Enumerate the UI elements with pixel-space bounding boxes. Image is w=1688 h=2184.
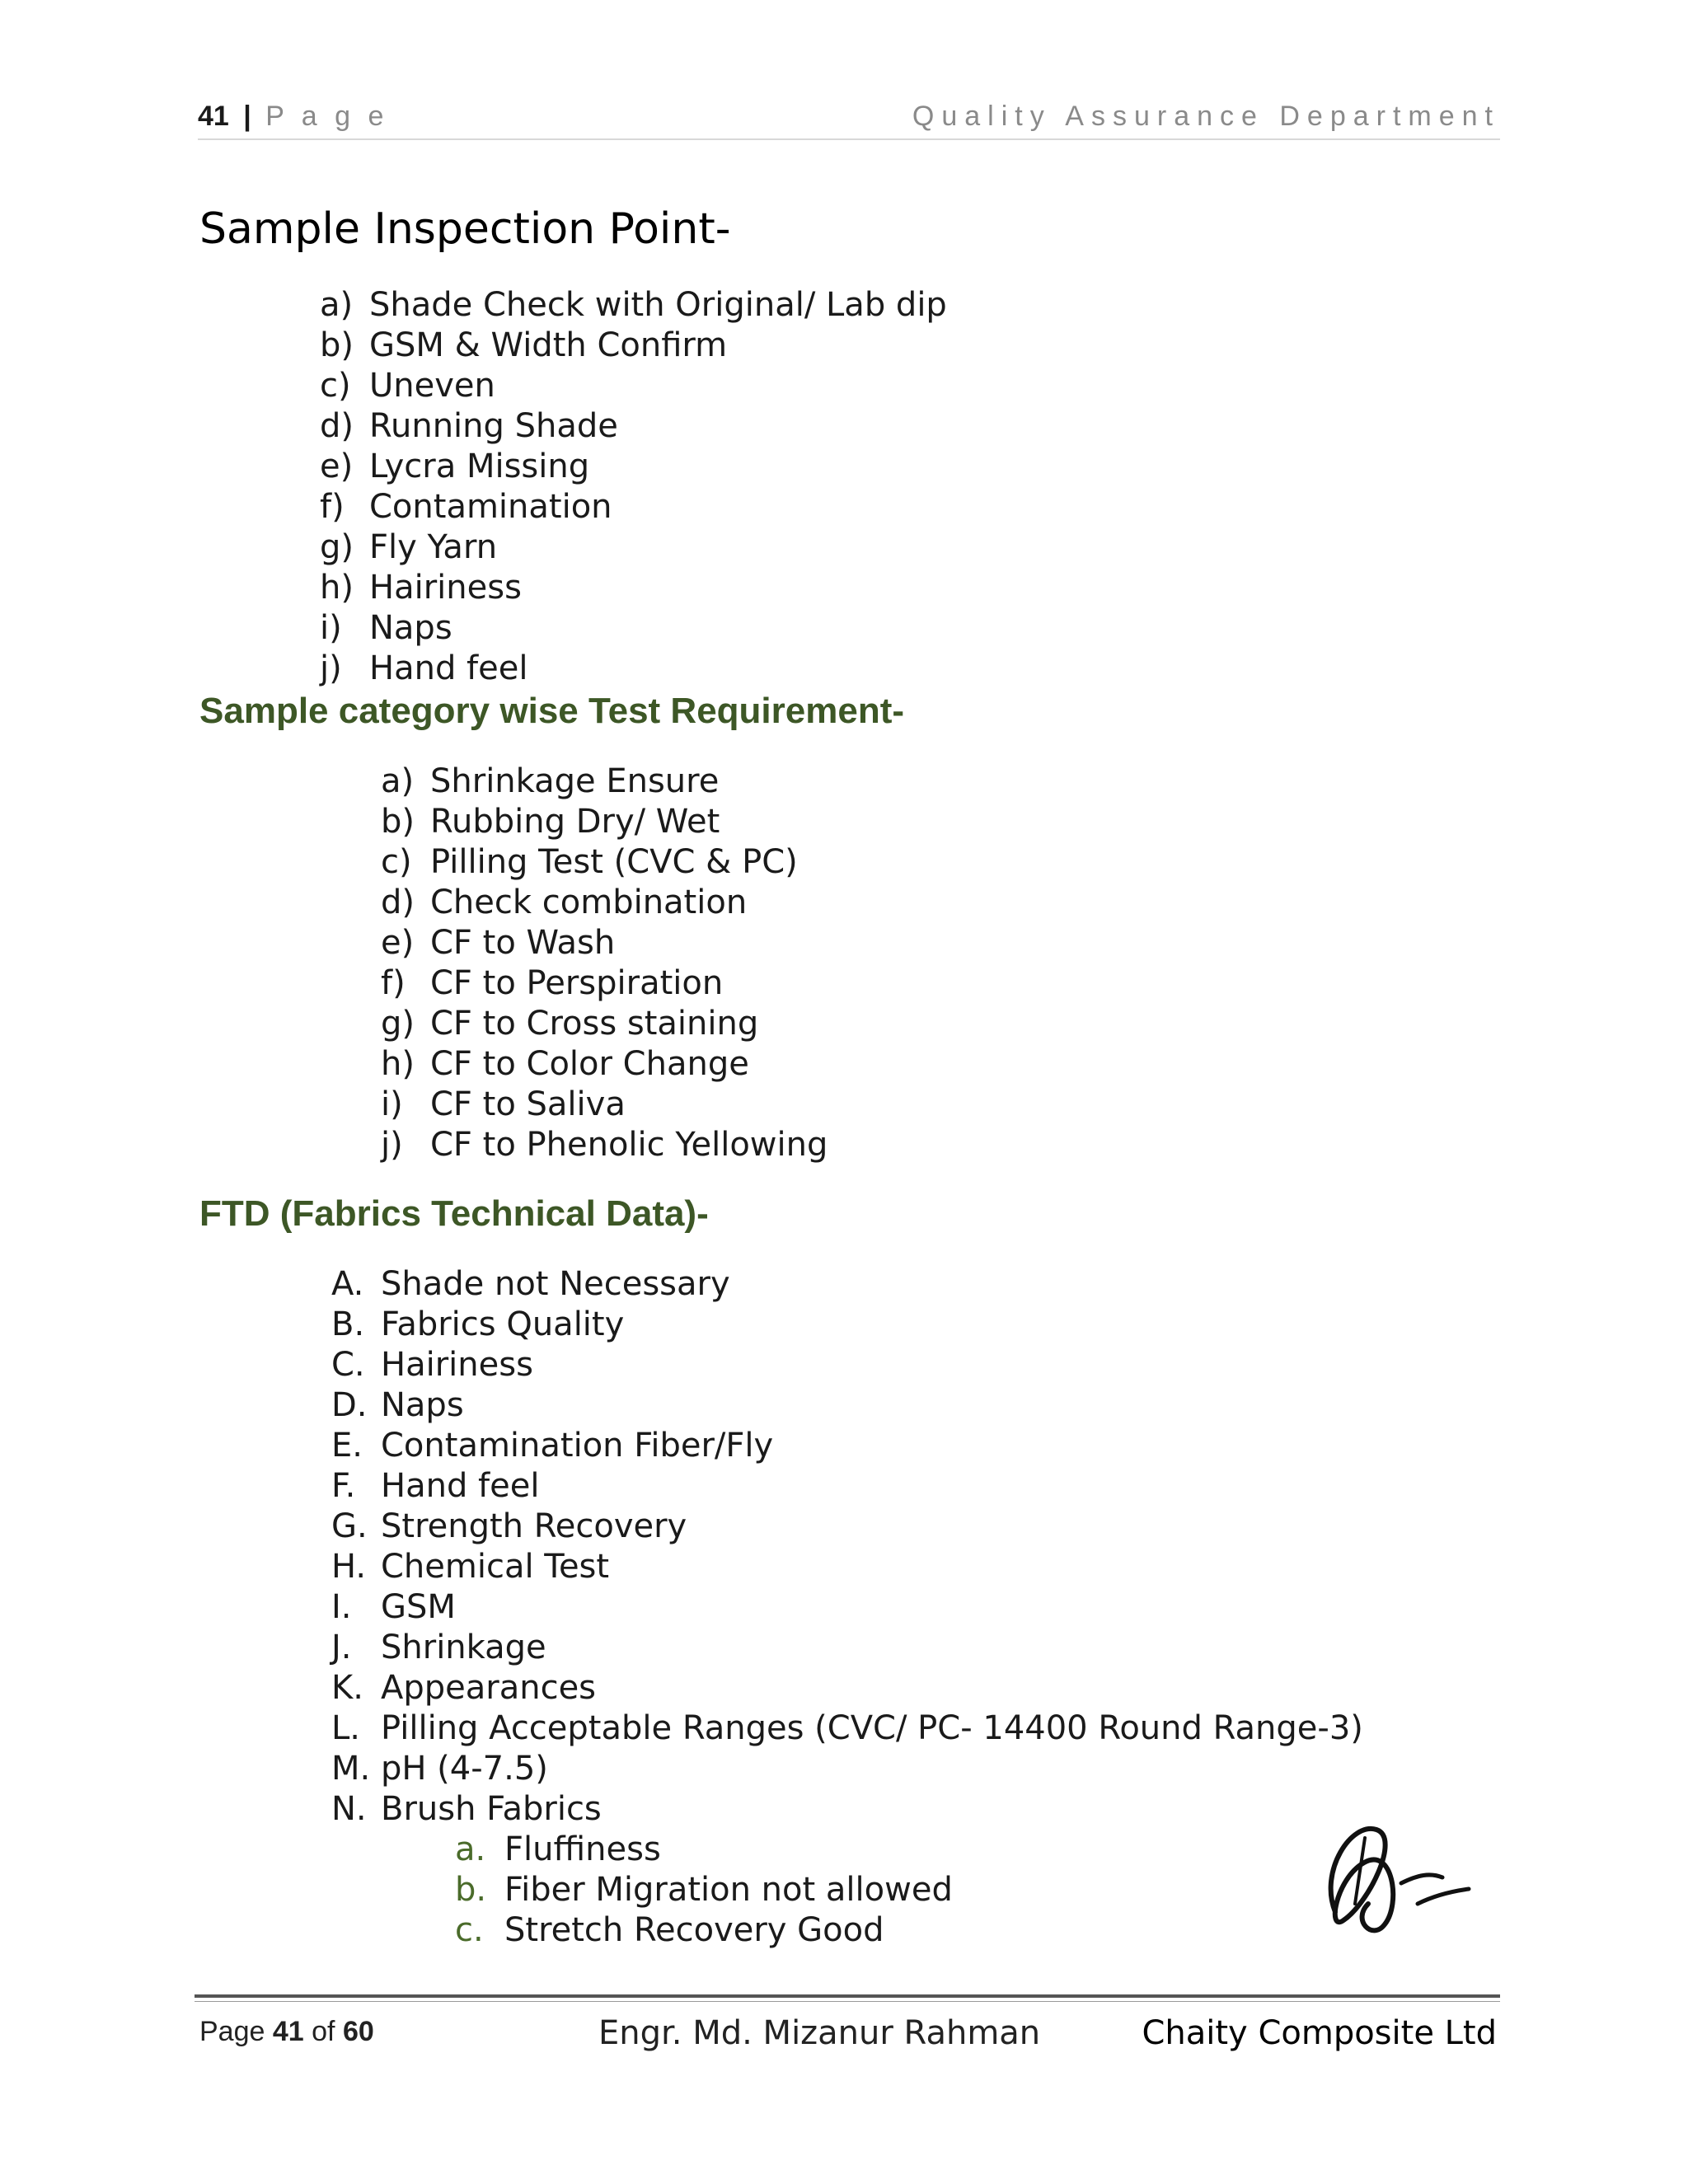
list-marker: b) xyxy=(320,326,354,364)
list-marker: c) xyxy=(381,843,412,881)
list-item-text: CF to Color Change xyxy=(430,1045,749,1083)
list-item-text: CF to Perspiration xyxy=(430,964,724,1002)
list-item-text: Hairiness xyxy=(381,1346,533,1384)
list-item-text: Stretch Recovery Good xyxy=(504,1911,884,1949)
list-item-text: Shrinkage Ensure xyxy=(430,762,720,800)
list-item-text: Fiber Migration not allowed xyxy=(504,1871,953,1909)
page-footer xyxy=(195,1994,1500,2064)
list-item-text: pH (4-7.5) xyxy=(381,1750,548,1788)
list-marker: H. xyxy=(331,1548,367,1586)
list-marker: c) xyxy=(320,367,351,405)
list-marker: B. xyxy=(331,1305,365,1343)
list-item-text: Contamination Fiber/Fly xyxy=(381,1427,774,1465)
section-title-test-requirement: Sample category wise Test Requirement- xyxy=(199,691,905,731)
list-marker: h) xyxy=(381,1045,415,1083)
section-title-ftd: FTD (Fabrics Technical Data)- xyxy=(199,1193,709,1234)
list-marker: E. xyxy=(331,1427,363,1465)
list-marker: D. xyxy=(331,1386,368,1424)
list-item-text: Naps xyxy=(369,609,452,647)
list-item-text: CF to Saliva xyxy=(430,1085,626,1123)
list-marker: g) xyxy=(320,528,354,566)
list-item-text: Shrinkage xyxy=(381,1629,546,1666)
list-marker: N. xyxy=(331,1790,367,1828)
header-page-number: 41 xyxy=(198,101,229,132)
list-marker: i) xyxy=(320,609,342,647)
list-marker: g) xyxy=(381,1005,415,1043)
list-marker: J. xyxy=(331,1629,352,1666)
list-marker: d) xyxy=(320,407,354,445)
list-item-text: Naps xyxy=(381,1386,464,1424)
list-marker: a) xyxy=(320,286,354,324)
list-item-text: GSM xyxy=(381,1588,456,1626)
header-page-label: 41 | P a g e xyxy=(198,101,389,132)
footer-author: Engr. Md. Mizanur Rahman xyxy=(598,2014,1041,2052)
list-item-text: CF to Phenolic Yellowing xyxy=(430,1126,828,1164)
list-marker: e) xyxy=(320,448,354,485)
list-item-text: Contamination xyxy=(369,488,612,526)
list-marker: I. xyxy=(331,1588,352,1626)
section-title-inspection: Sample Inspection Point- xyxy=(199,204,731,254)
list-item-text: Check combination xyxy=(430,883,748,921)
list-marker: f) xyxy=(381,964,406,1002)
list-marker: j) xyxy=(320,649,342,687)
list-item-text: Fabrics Quality xyxy=(381,1305,625,1343)
list-item-text: Rubbing Dry/ Wet xyxy=(430,803,720,841)
list-marker: h) xyxy=(320,569,354,607)
list-marker: a) xyxy=(381,762,415,800)
list-item-text: Pilling Acceptable Ranges (CVC/ PC- 14400 Round Range-3) xyxy=(381,1709,1363,1747)
header-department: Quality Assurance Department xyxy=(912,101,1500,132)
list-marker: b) xyxy=(381,803,415,841)
list-item-text: CF to Wash xyxy=(430,924,616,962)
footer-company: Chaity Composite Ltd xyxy=(1142,2014,1497,2052)
list-marker: K. xyxy=(331,1669,363,1707)
list-marker: i) xyxy=(381,1085,403,1123)
list-item-text: Shade Check with Original/ Lab dip xyxy=(369,286,947,324)
list-marker: C. xyxy=(331,1346,365,1384)
list-item-text: Uneven xyxy=(369,367,495,405)
list-marker: A. xyxy=(331,1265,364,1303)
list-item-text: Strength Recovery xyxy=(381,1507,687,1545)
list-item-text: Lycra Missing xyxy=(369,448,590,485)
footer-page-number: Page 41 of 60 xyxy=(199,2016,374,2047)
list-item-text: Pilling Test (CVC & PC) xyxy=(430,843,798,881)
list-item-text: Hand feel xyxy=(369,649,528,687)
list-item-text: Hairiness xyxy=(369,569,522,607)
list-item-text: CF to Cross staining xyxy=(430,1005,759,1043)
list-item-text: GSM & Width Confirm xyxy=(369,326,728,364)
page-header xyxy=(198,97,1500,140)
list-marker: a. xyxy=(455,1830,486,1868)
list-item-text: Fluffiness xyxy=(504,1830,661,1868)
list-marker: M. xyxy=(331,1750,371,1788)
list-item-text: Appearances xyxy=(381,1669,597,1707)
list-marker: G. xyxy=(331,1507,368,1545)
list-item-text: Running Shade xyxy=(369,407,618,445)
list-marker: j) xyxy=(381,1126,403,1164)
list-marker: b. xyxy=(455,1871,487,1909)
list-item-text: Hand feel xyxy=(381,1467,540,1505)
header-page-word: P a g e xyxy=(265,101,389,132)
list-marker: e) xyxy=(381,924,415,962)
list-item-text: Shade not Necessary xyxy=(381,1265,730,1303)
list-item-text: Chemical Test xyxy=(381,1548,610,1586)
list-marker: c. xyxy=(455,1911,484,1949)
list-marker: L. xyxy=(331,1709,360,1747)
list-marker: d) xyxy=(381,883,415,921)
signature-icon xyxy=(1286,1780,1500,1970)
list-marker: f) xyxy=(320,488,345,526)
list-item-text: Fly Yarn xyxy=(369,528,498,566)
list-marker: F. xyxy=(331,1467,356,1505)
list-item-text: Brush Fabrics xyxy=(381,1790,602,1828)
